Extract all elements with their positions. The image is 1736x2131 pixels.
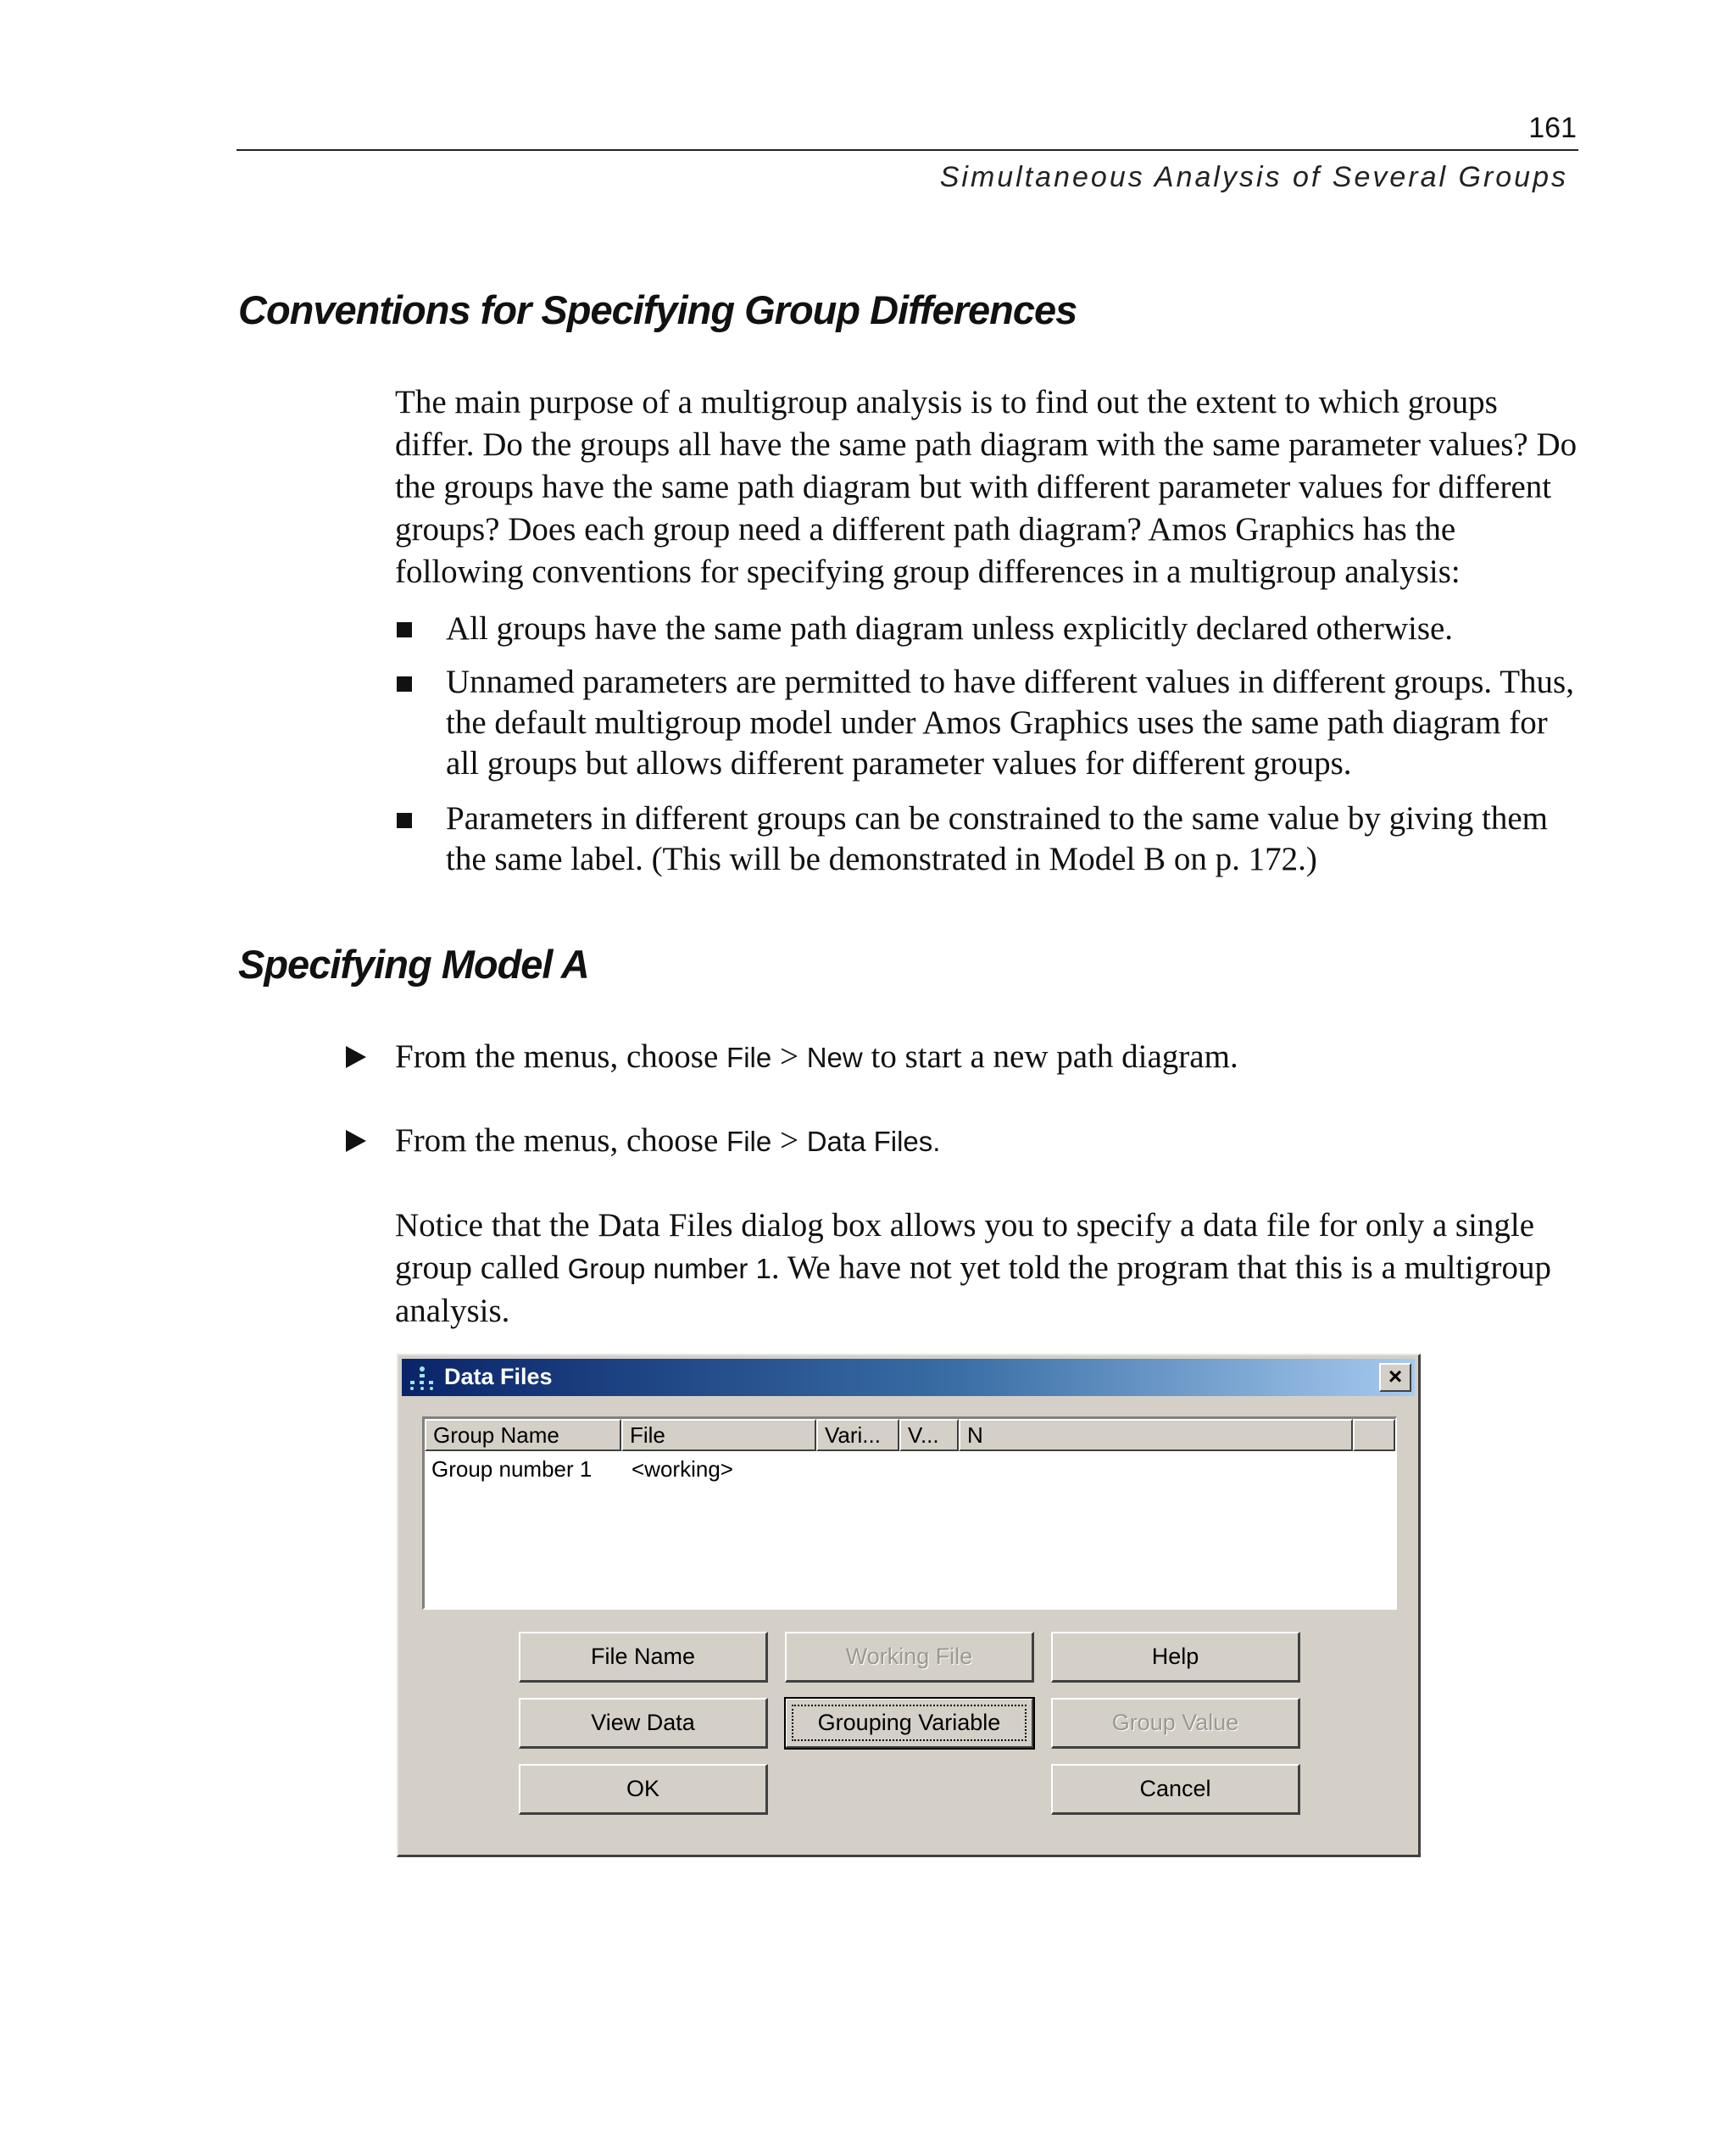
section-heading-specifying-model-a: Specifying Model A [238,942,589,987]
running-title: Simultaneous Analysis of Several Groups [939,161,1568,193]
bullet-marker [397,676,412,692]
note-paragraph: Notice that the Data Files dialog box allows you to specify a data file for only a single group called Group number 1. We have not yet told the program that this is a multigroup analysis. [395,1207,1551,1329]
data-files-dialog [397,1354,1421,1857]
column-header-group-name[interactable]: Group Name [425,1419,621,1451]
file-name-button[interactable]: File Name [519,1632,768,1683]
grouping-variable-button[interactable] [785,1698,1034,1749]
help-button[interactable]: Help [1051,1632,1300,1683]
groups-list[interactable] [422,1416,1397,1610]
intro-paragraph: The main purpose of a multigroup analysis is to find out the extent to which groups differ. Do the groups all have the same path diagram with the same parameter values? Do the groups have the same path diagram but with different parameter values for different groups? Does each group need a different path diagram? Amos Graphics has the following conventions for specifying group differences in a multigroup analysis: [395,384,1577,590]
cancel-button[interactable]: Cancel [1051,1764,1300,1815]
bullet-marker [397,622,412,637]
menu-data-files: Data Files. [806,1126,941,1157]
list-header [425,1419,1395,1451]
bullet-item: All groups have the same path diagram unless explicitly declared otherwise. [446,610,1454,647]
column-header-filler [1353,1419,1395,1451]
close-icon: × [1388,1363,1403,1389]
dialog-title: Data Files [444,1364,553,1389]
bullet-item: Unnamed parameters are permitted to have different values in different groups. Thus, the default multigroup model under Amos Graphics uses the same path diagram for all groups but allows different parameter values for different groups. [446,664,1574,782]
focus-rectangle [792,1705,1027,1741]
step-data-files: From the menus, choose File > Data Files. [395,1122,941,1159]
step-new-diagram: From the menus, choose File > New to start a new path diagram. [395,1038,1238,1075]
cell-file: <working> [632,1456,733,1482]
column-header-variable[interactable]: Vari... [816,1419,899,1451]
cell-group-name: Group number 1 [431,1456,593,1482]
header-rule [236,149,1578,151]
page-number: 161 [1528,112,1577,144]
grouping-variable-label: Grouping Variable [817,1710,1001,1735]
section-heading-conventions: Conventions for Specifying Group Differences [238,287,1077,332]
step-arrow-icon [346,1046,366,1068]
column-header-n[interactable]: N [959,1419,1353,1451]
ok-button[interactable]: OK [519,1764,768,1815]
bullet-marker [397,813,412,828]
close-button[interactable] [1379,1363,1411,1392]
view-data-button[interactable]: View Data [519,1698,768,1749]
bullet-item: Parameters in different groups can be constrained to the same value by giving them the same label. (This will be demonstrated in Model B on p. 172.) [446,800,1548,877]
menu-new: New [806,1042,863,1073]
dialog-titlebar[interactable] [402,1359,1415,1396]
step-arrow-icon [346,1130,366,1152]
column-header-value[interactable]: V... [899,1419,959,1451]
group-value-button[interactable]: Group Value [1051,1698,1300,1749]
group-number-term: Group number 1 [567,1253,771,1284]
menu-file: File [726,1042,772,1073]
menu-file: File [726,1126,772,1157]
working-file-button[interactable]: Working File [785,1632,1034,1683]
column-header-file[interactable]: File [621,1419,816,1451]
amos-app-icon [409,1366,436,1391]
